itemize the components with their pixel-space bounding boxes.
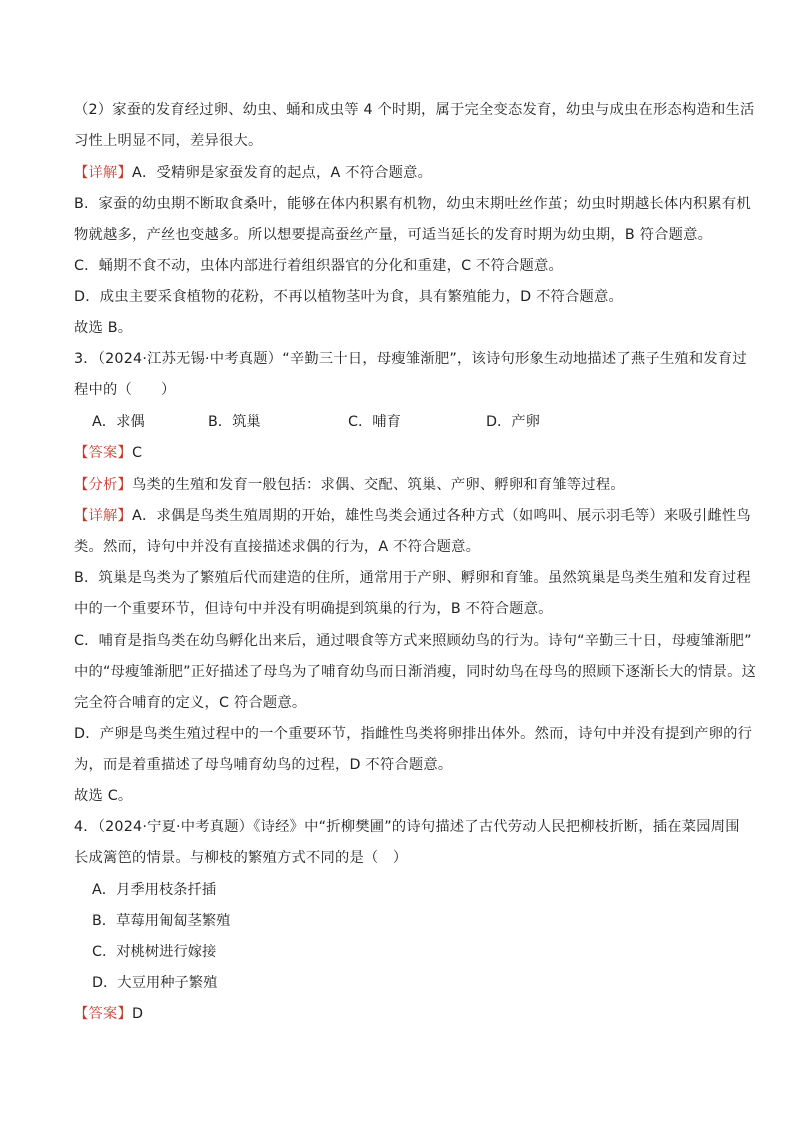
- detail-text: A．求偶是鸟类生殖周期的开始，雄性鸟类会通过各种方式（如鸣叫、展示羽毛等）来吸引雌性鸟: [132, 508, 751, 524]
- question-4-option-c: C．对桃树进行嫁接: [92, 944, 217, 960]
- answer-line: [74, 1004, 143, 1024]
- text-line: 故选 C。: [74, 788, 133, 804]
- question-3-option-c: C．哺育: [348, 414, 401, 430]
- text-line: 故选 B。: [74, 320, 133, 336]
- answer-value: D: [132, 1006, 144, 1022]
- text-line: 中的“母瘦雏渐肥”正好描述了母鸟为了哺育幼鸟而日渐消瘦，同时幼鸟在母鸟的照顾下逐渐长大的情景。这: [74, 664, 757, 680]
- question-3-option-a: A．求偶: [92, 414, 145, 430]
- text-line: C．哺育是指鸟类在幼鸟孵化出来后，通过喂食等方式来照顾幼鸟的行为。诗句“辛勤三十日，母瘦雏渐肥”: [74, 633, 752, 649]
- text-line: D．产卵是鸟类生殖过程中的一个重要环节，指雌性鸟类将卵排出体外。然而，诗句中并没有提到产卵的行: [74, 726, 753, 742]
- answer-line: [74, 443, 142, 463]
- detail-tag: 【详解】: [74, 508, 132, 524]
- question-4-option-d: D．大豆用种子繁殖: [92, 975, 218, 991]
- text-line: C．蛹期不食不动，虫体内部进行着组织器官的分化和重建，C 不符合题意。: [74, 258, 564, 274]
- detail-text: A．受精卵是家蚕发育的起点，A 不符合题意。: [132, 165, 433, 181]
- analysis-line: [74, 475, 625, 495]
- answer-tag: 【答案】: [74, 1006, 132, 1022]
- text-line: 中的一个重要环节，但诗句中并没有明确提到筑巢的行为，B 不符合题意。: [74, 601, 553, 617]
- question-4-option-a: A．月季用枝条扦插: [92, 882, 217, 898]
- answer-tag: 【答案】: [74, 445, 132, 461]
- question-4-stem: 4．（2024·宁夏·中考真题）《诗经》中“折柳樊圃”的诗句描述了古代劳动人民把柳枝折断，插在菜园周围: [74, 819, 740, 835]
- analysis-tag: 【分析】: [74, 477, 132, 493]
- question-3-option-d: D．产卵: [486, 414, 540, 430]
- text-line: （2）家蚕的发育经过卵、幼虫、蛹和成虫等 4 个时期，属于完全变态发育，幼虫与成虫在形态构造和生活: [74, 102, 755, 118]
- question-3-option-b: B．筑巢: [208, 414, 261, 430]
- detail-line: [74, 506, 751, 526]
- question-3-stem: 程中的（ ）: [74, 382, 176, 398]
- text-line: 物就越多，产丝也变越多。所以想要提高蚕丝产量，可适当延长的发育时期为幼虫期，B 符合题意。: [74, 227, 713, 243]
- question-4-option-b: B．草莓用匍匐茎繁殖: [92, 913, 231, 929]
- detail-tag: 【详解】: [74, 165, 132, 181]
- text-line: B．家蚕的幼虫期不断取食桑叶，能够在体内积累有机物，幼虫末期吐丝作茧；幼虫时期越长体内积累有机: [74, 196, 751, 212]
- answer-value: C: [132, 445, 143, 461]
- question-4-stem: 长成篱笆的情景。与柳枝的繁殖方式不同的是（ ）: [74, 850, 408, 866]
- text-line: 类。然而，诗句中并没有直接描述求偶的行为，A 不符合题意。: [74, 539, 481, 555]
- text-line: 完全符合哺育的定义，C 符合题意。: [74, 695, 307, 711]
- analysis-text: 鸟类的生殖和发育一般包括：求偶、交配、筑巢、产卵、孵卵和育雏等过程。: [132, 477, 625, 493]
- detail-line: [74, 163, 432, 183]
- text-line: 习性上明显不同，差异很大。: [74, 133, 263, 149]
- text-line: 为，而是着重描述了母鸟哺育幼鸟的过程，D 不符合题意。: [74, 757, 453, 773]
- text-line: B．筑巢是鸟类为了繁殖后代而建造的住所，通常用于产卵、孵卵和育雏。虽然筑巢是鸟类生殖和发育过程: [74, 570, 751, 586]
- text-line: D．成虫主要采食植物的花粉，不再以植物茎叶为食，具有繁殖能力，D 不符合题意。: [74, 289, 624, 305]
- question-3-stem: 3．（2024·江苏无锡·中考真题）“辛勤三十日，母瘦雏渐肥”，该诗句形象生动地描述了燕子生殖和发育过: [74, 351, 747, 367]
